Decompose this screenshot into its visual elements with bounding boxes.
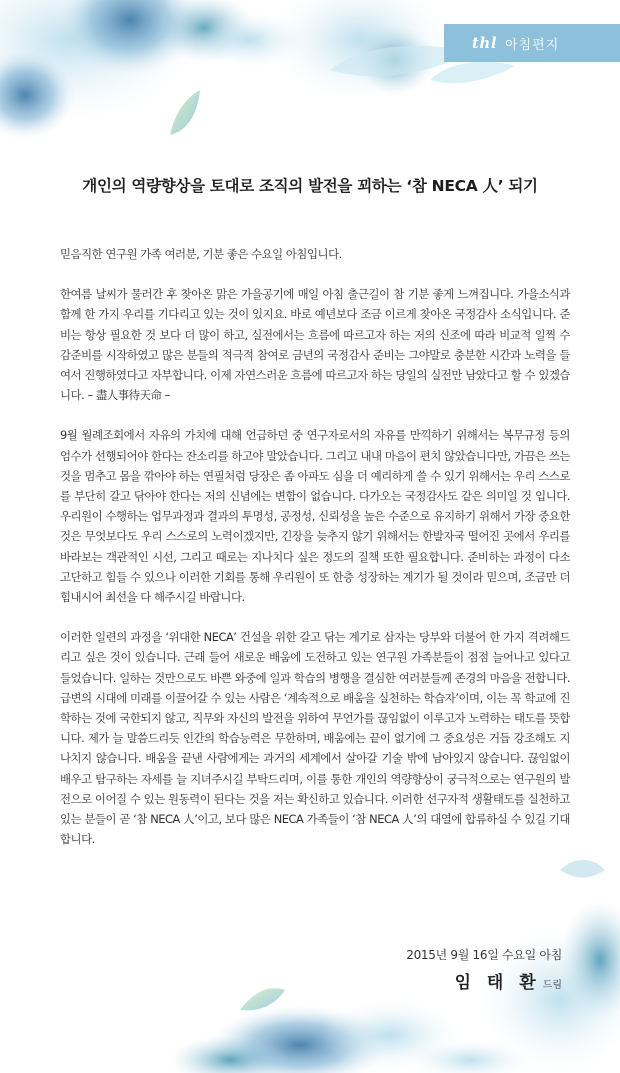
letter-body xyxy=(60,244,570,869)
paragraph-audit: 한여름 날씨가 물러간 후 찾아온 맑은 가을공기에 매일 아침 출근길이 참 기분 좋게 느껴집니다. 가을소식과 함께 한 가지 우리를 기다리고 있는 것이 있지요. 바로 예년보다 조금 이르게 찾아온 국정감사 소식입니다. 준비는 항상 필요한 것 보다 더 많이 하고, 실전에서는 흐름에 따르고자 하는 저의 신조에 따라 비교적 일찍 수감준비를 시작하였고 많은 분들의 적극적 참여로 금년의 국정감사 준비는 그야말로 충분한 시간과 노력을 들여서 진행하였다고 자부합니다. 이제 자연스러운 흐름에 따르고자 하는 당일의 실전만 남았다고 할 수 있겠습니다. – 盡人事待天命 – xyxy=(60,287,570,403)
letter-title: 개인의 역량향상을 토대로 조직의 발전을 꾀하는 ‘참 NECA 人’ 되기 xyxy=(82,177,538,195)
top-right-wash xyxy=(270,0,470,100)
signature xyxy=(455,968,562,993)
signature-name: 임 태 환 xyxy=(454,973,541,993)
header-banner xyxy=(444,24,620,62)
banner-label: 아침편지 xyxy=(505,37,560,53)
bottom-wash xyxy=(170,860,620,1073)
top-left-wash xyxy=(0,0,305,140)
paragraph-greeting: 믿음직한 연구원 가족 여러분, 기분 좋은 수요일 아침입니다. xyxy=(60,247,342,261)
brand-logo: thl xyxy=(472,34,498,52)
signature-suffix: 드림 xyxy=(542,980,562,991)
paragraph-discipline: 9월 월례조회에서 자유의 가치에 대해 언급하던 중 연구자로서의 자유를 만끽하기 위해서는 복무규정 등의 엄수가 선행되어야 한다는 잔소리를 하고야 말았습니다. 그리고 내내 마음이 편치 않았습니다만, 가끔은 쓰는 것을 멈추고 몸을 깎아야 하는 연필처럼 당장은 좀 아파도 심을 더 예리하게 쓸 수 있기 위해서는 우리 스스로를 부단히 갈고 닦아야 한다는 저의 신념에는 변함이 없습니다. 다가오는 국정감사도 같은 의미일 것 입니다. 우리원이 수행하는 업무과정과 결과의 투명성, 공정성, 신뢰성을 높은 수준으로 유지하기 위해서 가장 중요한 것은 무엇보다도 우리 스스로의 노력이겠지만, 긴장을 늦추지 않기 위해서는 한발자국 떨어진 곳에서 우리를 바라보는 객관적인 시선, 그리고 때로는 지나치다 싶은 정도의 질책 또한 필요합니다. 준비하는 과정이 다소 고단하고 힘들 수 있으나 이러한 기회를 통해 우리원이 또 한층 성장하는 계기가 될 것이라 믿으며, 조금만 더 힘내시어 최선을 다 해주시길 바랍니다. xyxy=(60,428,570,605)
paragraph-learning: 이러한 일련의 과정을 ‘위대한 NECA’ 건설을 위한 갈고 닦는 계기로 삼자는 당부와 더불어 한 가지 격려해드리고 싶은 것이 있습니다. 근래 들어 새로운 배움에 도전하고 있는 연구원 가족분들이 점점 늘어나고 있다고 들었습니다. 일하는 것만으로도 바쁜 와중에 일과 학습의 병행을 결심한 여러분들께 존경의 마음을 전합니다. 급변의 시대에 미래를 이끌어갈 수 있는 사람은 ‘계속적으로 배움을 실천하는 학습자’이며, 이는 꼭 학교에 진학하는 것에 국한되지 않고, 직무와 자신의 발전을 위하여 무언가를 끊임없이 이루고자 노력하는 태도를 뜻합니다. 제가 늘 말씀드리듯 인간의 학습능력은 무한하며, 배움에는 끝이 없기에 그 중요성은 거듭 강조해도 지나치지 않습니다. 배움을 끝낸 사람에게는 과거의 세계에서 살아갈 기술 밖에 남아있지 않습니다. 끊임없이 배우고 탐구하는 자세를 늘 지녀주시길 부탁드리며, 이를 통한 개인의 역량향상이 궁극적으로는 연구원의 발전으로 이어질 수 있는 원동력이 된다는 것을 저는 확신하고 있습니다. 이러한 선구자적 생활태도를 실천하고 있는 분들이 곧 ‘참 NECA 人’이고, 보다 많은 NECA 가족들이 ‘참 NECA 人’의 대열에 합류하실 수 있길 기대합니다. xyxy=(60,630,570,847)
signature-date: 2015년 9월 16일 수요일 아침 xyxy=(406,948,562,962)
